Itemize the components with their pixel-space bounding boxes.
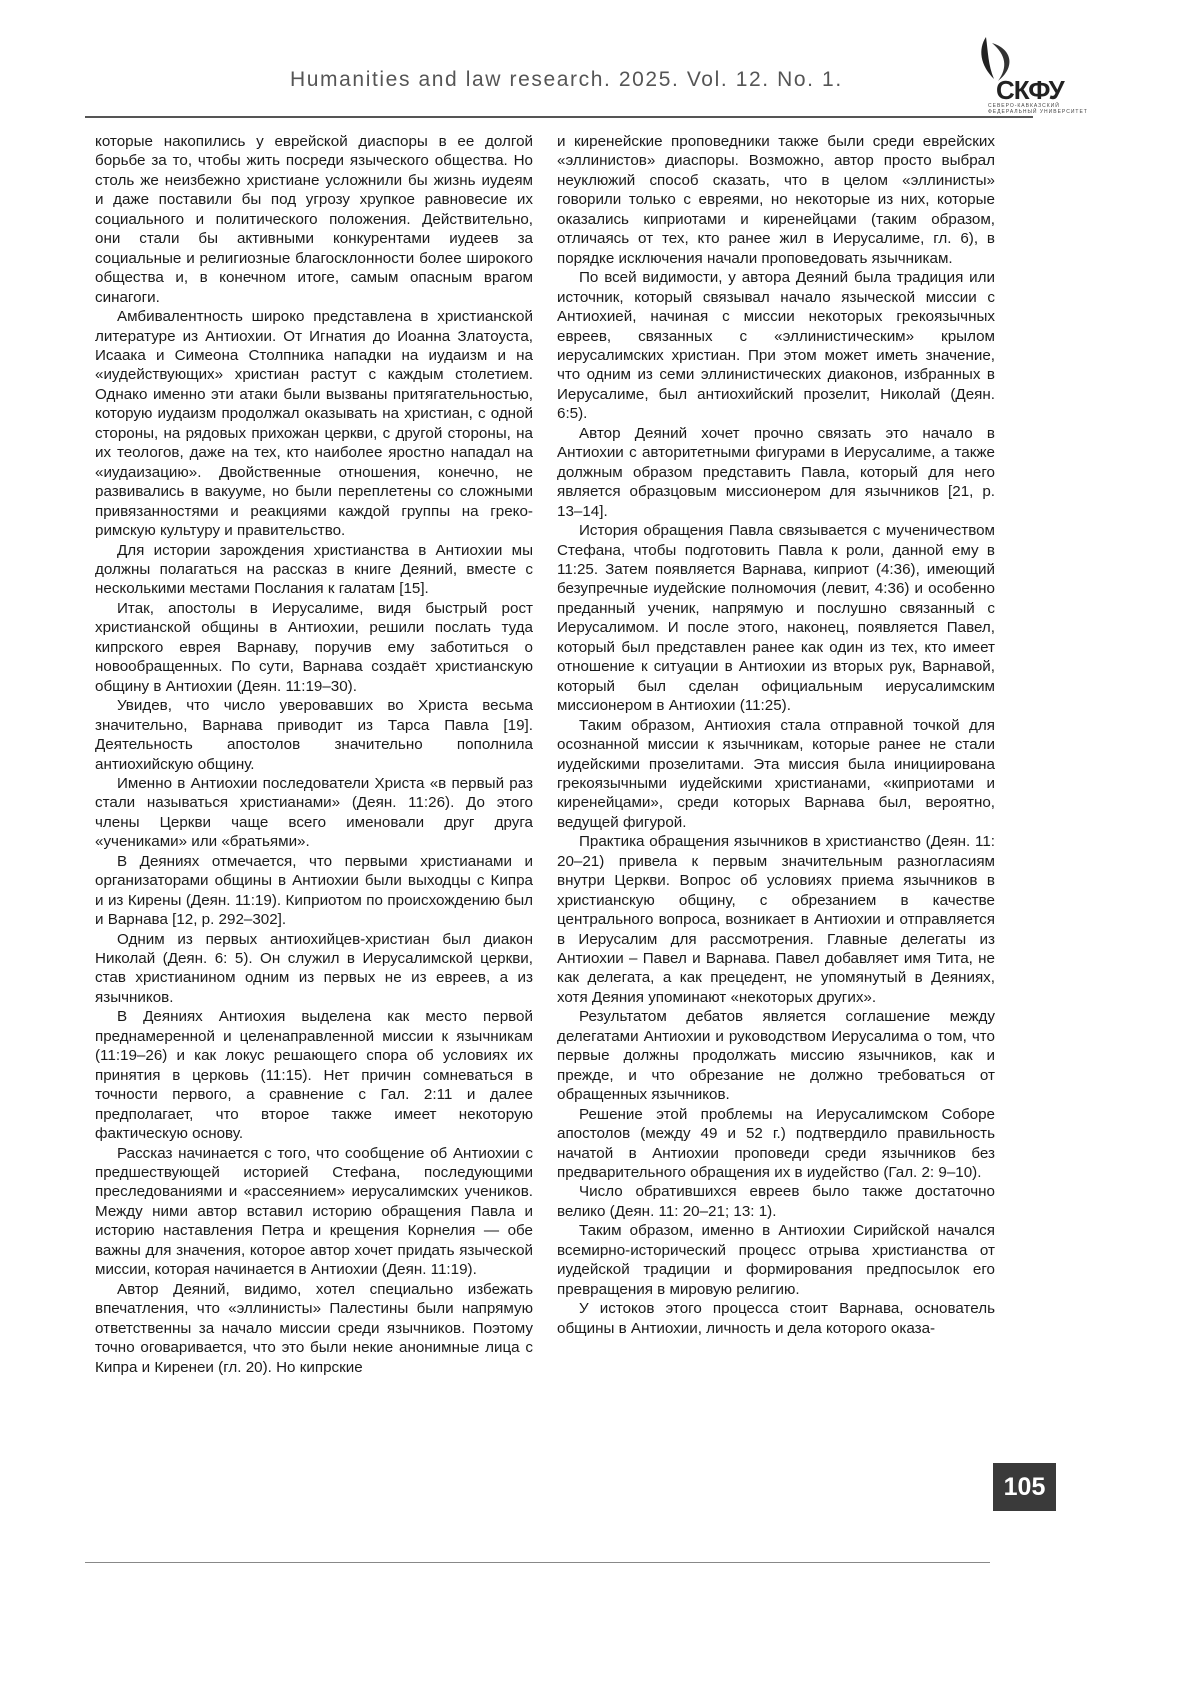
paragraph: Автор Деяний, видимо, хотел специально избежать впечатления, что «эллинисты» Палестины были напрямую ответственны за начало миссии среди язычников. Поэтому точно оговаривается, что это были некие анонимные лица с Кипра и Киренеи (гл. 20). Но кипрские bbox=[95, 1280, 533, 1377]
university-logo bbox=[970, 35, 1080, 113]
paragraph: Для истории зарождения христианства в Антиохии мы должны полагаться на рассказ в книге Деяний, вместе с несколькими местами Послания к галатам [15]. bbox=[95, 541, 533, 599]
right-column bbox=[557, 132, 995, 1338]
paragraph: В Деяниях Антиохия выделена как место первой преднамеренной и целенаправленной миссии к язычникам (11:19–26) и как локус решающего спора об условиях их принятия в церковь (11:15). Нет причин сомневаться в точности первого, а сравнение с Гал. 2:11 и далее предполагает, что второе также имеет некоторую фактическую основу. bbox=[95, 1007, 533, 1143]
paragraph: Итак, апостолы в Иерусалиме, видя быстрый рост христианской общины в Антиохии, решили послать туда кипрского еврея Варнаву, поручив ему заботиться о новообращенных. По сути, Варнава создаёт христианскую общину в Антиохии (Деян. 11:19–30). bbox=[95, 599, 533, 696]
paragraph: По всей видимости, у автора Деяний была традиция или источник, который связывал начало языческой миссии с Антиохией, начиная с миссии некоторых грекоязычных евреев, связанных с «эллинистическим» крылом иерусалимских христиан. При этом может иметь значение, что одним из семи эллинистических диаконов, избранных в Иерусалиме, был антиохийский прозелит, Николай (Деян. 6:5). bbox=[557, 268, 995, 424]
paragraph: Автор Деяний хочет прочно связать это начало в Антиохии с авторитетными фигурами в Иерусалиме, а также должным образом представить Павла, который для него является образцовым миссионером для язычников [21, р. 13–14]. bbox=[557, 424, 995, 521]
paragraph: История обращения Павла связывается с мученичеством Стефана, чтобы подготовить Павла к роли, данной ему в 11:25. Затем появляется Варнава, киприот (4:36), имеющий безупречные иудейские полномочия (левит, 4:36) и особенно преданный ученик, напрямую и послушно связанный с Иерусалимом. И после этого, наконец, появляется Павел, который был представлен ранее как один из тех, кто имеет отношение к ситуации в Антиохии из вторых рук, Варнавой, который был сделан официальным иерусалимским миссионером в Антиохии (11:25). bbox=[557, 521, 995, 716]
paragraph: Амбивалентность широко представлена в христианской литературе из Антиохии. От Игнатия до Иоанна Златоуста, Исаака и Симеона Столпника нападки на иудаизм и на «иудействующих» христиан растут с каждым столетием. Однако именно эти атаки были вызваны притягательностью, которую иудаизм продолжал оказывать на христиан, с одной стороны, на рядовых прихожан церкви, с другой стороны, на их теологов, даже на тех, кто наиболее яростно нападал на «иудаизацию». Двойственные отношения, конечно, не развивались в вакууме, но были переплетены со сложными привязанностями и реакциями каждой группы на греко-римскую культуру и правительство. bbox=[95, 307, 533, 540]
left-column bbox=[95, 132, 533, 1377]
paragraph: Число обратившихся евреев было также достаточно велико (Деян. 11: 20–21; 13: 1). bbox=[557, 1182, 995, 1221]
paragraph: Практика обращения язычников в христианство (Деян. 11: 20–21) привела к первым значительным разногласиям внутри Церкви. Вопрос об условиях приема язычников в христианскую общину, с обрезанием в качестве центрального вопроса, возникает в Антиохии и отправляется в Иерусалим для рассмотрения. Главные делегаты из Антиохии – Павел и Варнава. Павел добавляет имя Тита, не как делегата, а как прецедент, не упомянутый в Деяниях, хотя Деяния упоминают «некоторых других». bbox=[557, 832, 995, 1007]
paragraph: У истоков этого процесса стоит Варнава, основатель общины в Антиохии, личность и дела которого оказа- bbox=[557, 1299, 995, 1338]
paragraph: Результатом дебатов является соглашение между делегатами Антиохии и руководством Иерусалима о том, что первые должны продолжать миссию язычников, как и прежде, и что обрезание не должно требоваться от обращенных язычников. bbox=[557, 1007, 995, 1104]
journal-header: Humanities and law research. 2025. Vol. 12. No. 1. bbox=[290, 68, 843, 92]
page-number: 105 bbox=[993, 1463, 1056, 1511]
paragraph: Именно в Антиохии последователи Христа «в первый раз стали называться христианами» (Деян. 11:26). До этого члены Церкви чаще всего именовали друг друга «учениками» или «братьями». bbox=[95, 774, 533, 852]
paragraph: Таким образом, именно в Антиохии Сирийской начался всемирно-исторический процесс отрыва христианства от иудейской традиции и формирования предпосылок его превращения в мировую религию. bbox=[557, 1221, 995, 1299]
logo-wordmark: СКФУ bbox=[996, 75, 1064, 106]
paragraph: Увидев, что число уверовавших во Христа весьма значительно, Варнава приводит из Тарса Павла [19]. Деятельность апостолов значительно пополнила антиохийскую общину. bbox=[95, 696, 533, 774]
paragraph: Решение этой проблемы на Иерусалимском Соборе апостолов (между 49 и 52 г.) подтвердило правильность начатой в Антиохии проповеди среди язычников без предварительного обращения их в иудейство (Гал. 2: 9–10). bbox=[557, 1105, 995, 1183]
paragraph: которые накопились у еврейской диаспоры в ее долгой борьбе за то, чтобы жить посреди языческого общества. Но столь же неизбежно христиане усложнили бы жизнь иудеям и даже поставили бы под угрозу хрупкое равновесие их социального и политического положения. Действительно, они стали бы активными конкурентами иудеев за социальные и религиозные благосклонности более широкого общества и, в конечном итоге, самым опасным врагом синагоги. bbox=[95, 132, 533, 307]
logo-subtitle: СЕВЕРО-КАВКАЗСКИЙ ФЕДЕРАЛЬНЫЙ УНИВЕРСИТЕТ bbox=[988, 103, 1088, 115]
footer-rule bbox=[85, 1562, 990, 1563]
paragraph: В Деяниях отмечается, что первыми христианами и организаторами общины в Антиохии были выходцы с Кипра и из Кирены (Деян. 11:19). Киприотом по происхождению был и Варнава [12, р. 292–302]. bbox=[95, 852, 533, 930]
paragraph: и киренейские проповедники также были среди еврейских «эллинистов» диаспоры. Возможно, автор просто выбрал неуклюжий способ сказать, что в целом «эллинисты» говорили только с евреями, но некоторые из них, которые оказались киприотами и киренейцами (таким образом, отличаясь от тех, кто ранее жил в Иерусалиме, гл. 6), в порядке исключения начали проповедовать язычникам. bbox=[557, 132, 995, 268]
paragraph: Таким образом, Антиохия стала отправной точкой для осознанной миссии к язычникам, которые ранее не стали иудейскими прозелитами. Эта миссия была инициирована грекоязычными иудейскими христианами, «киприотами и киренейцами», среди которых Варнава был, вероятно, ведущей фигурой. bbox=[557, 716, 995, 833]
paragraph: Рассказ начинается с того, что сообщение об Антиохии с предшествующей историей Стефана, последующими преследованиями и «рассеянием» иерусалимских учеников. Между ними автор вставил историю обращения Павла и историю наставления Петра и крещения Корнелия — обе важны для значения, которое автор хочет придать языческой миссии, которая начинается в Антиохии (Деян. 11:19). bbox=[95, 1144, 533, 1280]
header-rule bbox=[85, 116, 1033, 118]
paragraph: Одним из первых антиохийцев-христиан был диакон Николай (Деян. 6: 5). Он служил в Иерусалимской церкви, став христианином одним из первых не из евреев, а из язычников. bbox=[95, 930, 533, 1008]
